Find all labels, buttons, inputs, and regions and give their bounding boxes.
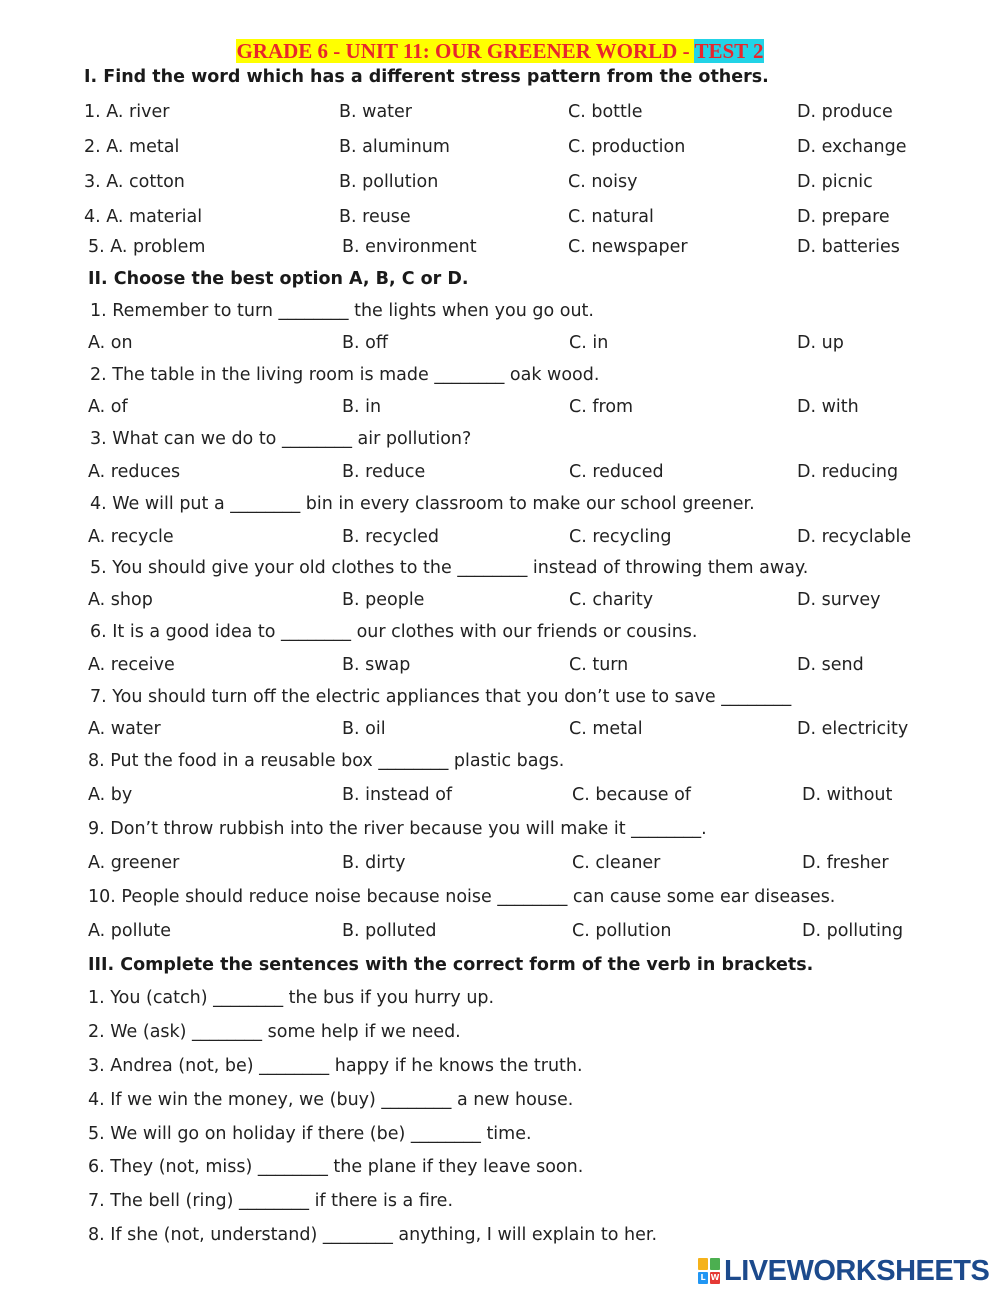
- option-c: C. from: [569, 397, 634, 417]
- option-d: D. send: [797, 655, 864, 675]
- option-a: 5. A. problem: [88, 237, 206, 257]
- option-c: C. charity: [569, 590, 654, 610]
- s2-options-9: [0, 850, 1000, 876]
- option-c: C. reduced: [569, 462, 664, 482]
- option-b: B. water: [339, 102, 412, 122]
- s2-options-1: [0, 330, 1000, 356]
- s3-sentence-6: 6. They (not, miss) ________ the plane if they leave soon.: [88, 1157, 584, 1177]
- s2-options-4: [0, 524, 1000, 550]
- option-a: A. receive: [88, 655, 175, 675]
- option-a: A. on: [88, 333, 133, 353]
- option-a: A. by: [88, 785, 133, 805]
- option-b: B. polluted: [342, 921, 437, 941]
- option-b: B. in: [342, 397, 382, 417]
- option-d: D. batteries: [797, 237, 900, 257]
- brand-name: LIVEWORKSHEETS: [724, 1254, 990, 1287]
- option-b: B. environment: [342, 237, 477, 257]
- option-b: B. off: [342, 333, 388, 353]
- option-d: D. produce: [797, 102, 893, 122]
- logo-letter-l: L: [698, 1272, 708, 1284]
- option-c: C. cleaner: [572, 853, 661, 873]
- s3-sentence-7: 7. The bell (ring) ________ if there is a fire.: [88, 1191, 454, 1211]
- option-a: 2. A. metal: [84, 137, 180, 157]
- section-3-heading: III. Complete the sentences with the correct form of the verb in brackets.: [88, 955, 814, 975]
- s2-question-3: 3. What can we do to ________ air pollution?: [90, 429, 472, 449]
- s2-question-5: 5. You should give your old clothes to the ________ instead of throwing them away.: [90, 558, 809, 578]
- s2-options-8: [0, 782, 1000, 808]
- s2-question-1: 1. Remember to turn ________ the lights when you go out.: [90, 301, 594, 321]
- option-b: B. instead of: [342, 785, 453, 805]
- liveworksheets-logo: [698, 1255, 989, 1287]
- s2-question-9: 9. Don’t throw rubbish into the river because you will make it ________.: [88, 819, 707, 839]
- option-b: B. reuse: [339, 207, 411, 227]
- option-d: D. without: [802, 785, 893, 805]
- option-b: B. dirty: [342, 853, 406, 873]
- s2-question-7: 7. You should turn off the electric appliances that you don’t use to save ________: [90, 687, 792, 707]
- s2-options-2: [0, 394, 1000, 420]
- s2-question-2: 2. The table in the living room is made ________ oak wood.: [90, 365, 600, 385]
- option-a: 4. A. material: [84, 207, 203, 227]
- option-c: C. pollution: [572, 921, 672, 941]
- option-c: C. newspaper: [568, 237, 688, 257]
- option-d: D. reducing: [797, 462, 899, 482]
- s2-question-4: 4. We will put a ________ bin in every classroom to make our school greener.: [90, 494, 755, 514]
- option-d: D. picnic: [797, 172, 873, 192]
- option-a: A. reduces: [88, 462, 181, 482]
- option-c: C. in: [569, 333, 609, 353]
- option-c: C. because of: [572, 785, 691, 805]
- option-b: B. reduce: [342, 462, 426, 482]
- option-c: C. noisy: [568, 172, 638, 192]
- option-c: C. metal: [569, 719, 643, 739]
- s2-question-10: 10. People should reduce noise because noise ________ can cause some ear diseases.: [88, 887, 836, 907]
- option-c: C. bottle: [568, 102, 643, 122]
- option-b: B. recycled: [342, 527, 440, 547]
- option-a: 3. A. cotton: [84, 172, 185, 192]
- s3-sentence-5: 5. We will go on holiday if there (be) ________ time.: [88, 1124, 532, 1144]
- s2-options-6: [0, 652, 1000, 678]
- s2-options-10: [0, 918, 1000, 944]
- s3-sentence-8: 8. If she (not, understand) ________ anything, I will explain to her.: [88, 1225, 658, 1245]
- s1-item-5: [0, 234, 1000, 260]
- title-test-label: TEST 2: [694, 39, 764, 63]
- option-a: A. water: [88, 719, 161, 739]
- s2-question-8: 8. Put the food in a reusable box ________ plastic bags.: [88, 751, 565, 771]
- s2-options-5: [0, 587, 1000, 613]
- s3-sentence-3: 3. Andrea (not, be) ________ happy if he knows the truth.: [88, 1056, 583, 1076]
- s2-question-6: 6. It is a good idea to ________ our clothes with our friends or cousins.: [90, 622, 698, 642]
- option-d: D. recyclable: [797, 527, 912, 547]
- option-d: D. with: [797, 397, 859, 417]
- option-c: C. recycling: [569, 527, 672, 547]
- s2-options-7: [0, 716, 1000, 742]
- s1-item-1: [0, 99, 1000, 125]
- title-main: GRADE 6 - UNIT 11: OUR GREENER WORLD -: [236, 39, 695, 63]
- worksheet-title: [0, 38, 1000, 64]
- option-b: B. pollution: [339, 172, 439, 192]
- option-a: A. shop: [88, 590, 153, 610]
- s3-sentence-4: 4. If we win the money, we (buy) ________ a new house.: [88, 1090, 574, 1110]
- option-a: A. greener: [88, 853, 180, 873]
- option-d: D. electricity: [797, 719, 909, 739]
- option-a: A. recycle: [88, 527, 174, 547]
- option-a: A. pollute: [88, 921, 172, 941]
- option-a: A. of: [88, 397, 128, 417]
- option-d: D. fresher: [802, 853, 889, 873]
- logo-letter-w: W: [710, 1273, 720, 1282]
- option-b: B. people: [342, 590, 425, 610]
- option-b: B. oil: [342, 719, 386, 739]
- s1-item-3: [0, 169, 1000, 195]
- option-c: C. natural: [568, 207, 654, 227]
- section-1-heading: I. Find the word which has a different stress pattern from the others.: [84, 67, 769, 87]
- section-2-heading: II. Choose the best option A, B, C or D.: [88, 269, 469, 289]
- option-d: D. prepare: [797, 207, 890, 227]
- s1-item-4: [0, 204, 1000, 230]
- s3-sentence-1: 1. You (catch) ________ the bus if you hurry up.: [88, 988, 495, 1008]
- option-b: B. aluminum: [339, 137, 450, 157]
- option-d: D. polluting: [802, 921, 904, 941]
- s3-sentence-2: 2. We (ask) ________ some help if we need.: [88, 1022, 461, 1042]
- option-c: C. production: [568, 137, 686, 157]
- s2-options-3: [0, 459, 1000, 485]
- option-d: D. up: [797, 333, 844, 353]
- option-b: B. swap: [342, 655, 411, 675]
- option-d: D. survey: [797, 590, 881, 610]
- s1-item-2: [0, 134, 1000, 160]
- option-c: C. turn: [569, 655, 629, 675]
- option-d: D. exchange: [797, 137, 907, 157]
- liveworksheets-icon: [698, 1258, 720, 1284]
- option-a: 1. A. river: [84, 102, 170, 122]
